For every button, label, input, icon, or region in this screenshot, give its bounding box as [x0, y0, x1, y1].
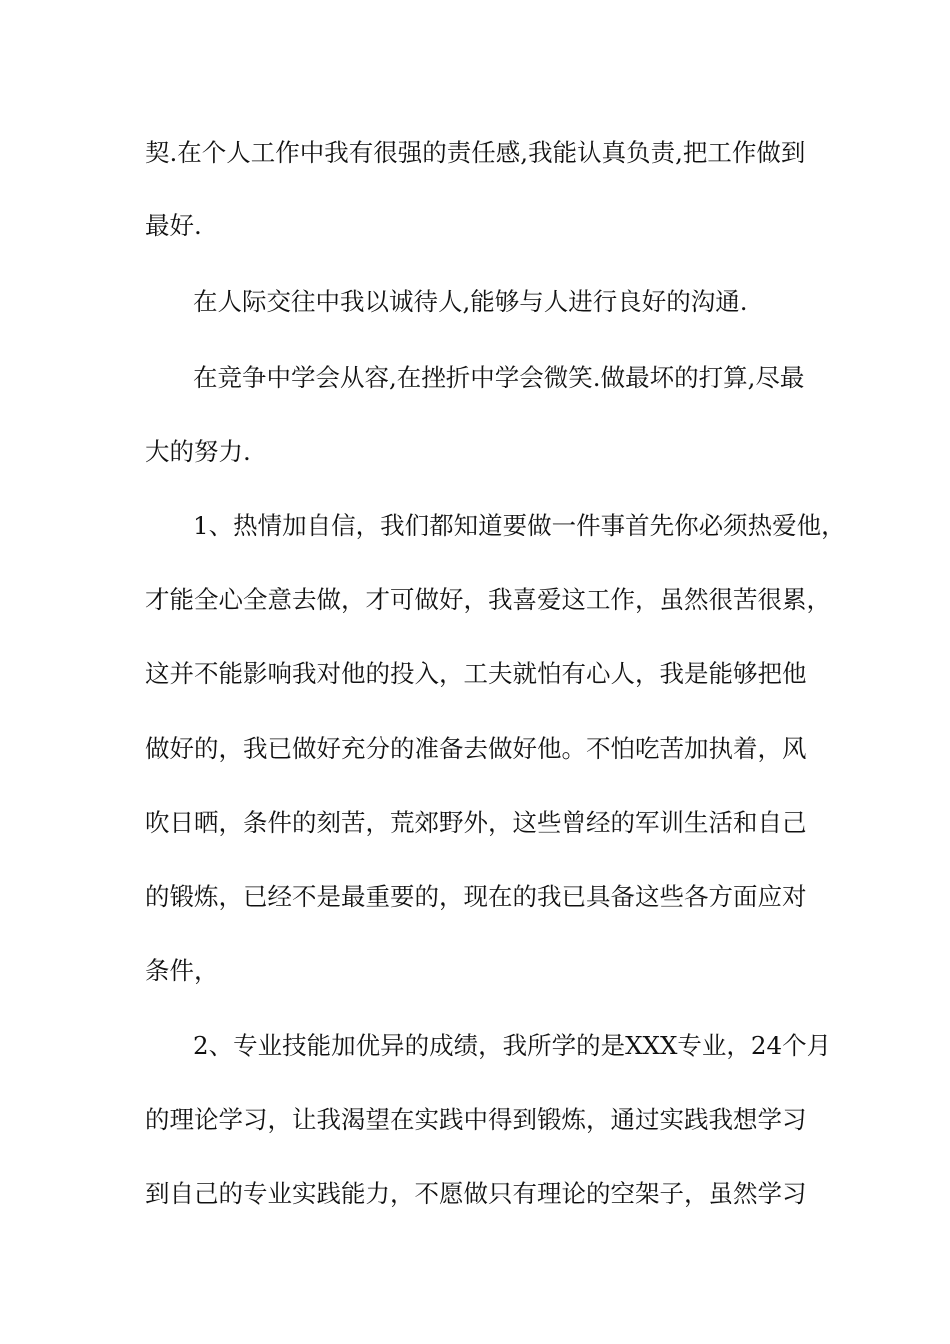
text-line: 的锻炼，已经不是最重要的，现在的我已具备这些各方面应对 — [145, 882, 807, 911]
text-line: 到自己的专业实践能力，不愿做只有理论的空架子，虽然学习 — [145, 1179, 807, 1208]
text-line: 契.在个人工作中我有很强的责任感,我能认真负责,把工作做到 — [145, 138, 806, 167]
text-line: 最好. — [145, 211, 202, 240]
text-line: 这并不能影响我对他的投入，工夫就怕有心人，我是能够把他 — [145, 659, 807, 688]
text-line: 1、热情加自信，我们都知道要做一件事首先你必须热爱他， — [193, 511, 846, 540]
text-line: 吹日晒，条件的刻苦，荒郊野外，这些曾经的军训生活和自己 — [145, 808, 807, 837]
text-line: 在竞争中学会从容,在挫折中学会微笑.做最坏的打算,尽最 — [193, 363, 805, 392]
text-line: 做好的，我已做好充分的准备去做好他。不怕吃苦加执着，风 — [145, 734, 807, 763]
text-line: 的理论学习，让我渴望在实践中得到锻炼，通过实践我想学习 — [145, 1105, 807, 1134]
text-line: 大的努力. — [145, 437, 251, 466]
text-line: 在人际交往中我以诚待人,能够与人进行良好的沟通. — [193, 287, 748, 316]
text-line: 2、专业技能加优异的成绩，我所学的是XXX专业，24个月 — [193, 1031, 832, 1060]
text-line: 才能全心全意去做，才可做好，我喜爱这工作，虽然很苦很累， — [145, 585, 831, 614]
text-line: 条件， — [145, 956, 219, 985]
